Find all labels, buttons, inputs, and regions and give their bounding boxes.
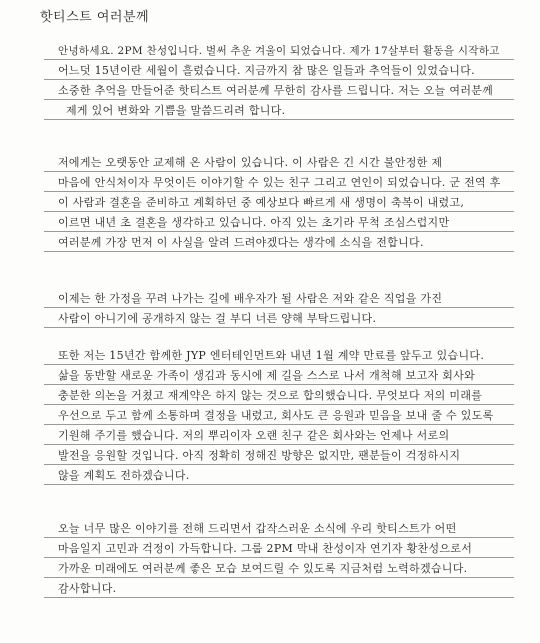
letter-line: 제게 있어 변화와 기쁨을 말씀드리려 합니다. (44, 100, 514, 120)
letter-line: 소중한 추억을 만들어준 핫티스트 여러분께 무한히 감사를 드립니다. 저는 오늘 여러분께 (44, 80, 514, 100)
letter-line: 저에게는 오랫동안 교제해 온 사람이 있습니다. 이 사람은 긴 시간 불안정한 제 (44, 152, 514, 172)
letter-line: 어느덧 15년이란 세월이 흘렀습니다. 지금까지 참 많은 일들과 추억들이 있었습니다. (44, 60, 514, 80)
letter-line: 안녕하세요. 2PM 찬성입니다. 벌써 추운 겨울이 되었습니다. 제가 17살부터 활동을 시작하고 (44, 40, 514, 60)
letter-line: 삶을 동반할 새로운 가족이 생김과 동시에 제 길을 스스로 나서 개척해 보고자 회사와 (44, 365, 514, 385)
letter-line: 이르면 내년 초 결혼을 생각하고 있습니다. 아직 있는 초기라 무척 조심스럽지만 (44, 212, 514, 232)
letter-paragraph-5 (44, 518, 514, 598)
letter-paragraph-1 (44, 40, 514, 120)
letter-line: 이 사람과 결혼을 준비하고 계획하던 중 예상보다 빠르게 새 생명이 축복이 내렸고, (44, 192, 514, 212)
letter-line: 가까운 미래에도 여러분께 좋은 모습 보여드릴 수 있도록 지금처럼 노력하겠습니다. (44, 558, 514, 578)
letter-line: 또한 저는 15년간 함께한 JYP 엔터테인먼트와 내년 1월 계약 만료를 앞두고 있습니다. (44, 345, 514, 365)
letter-line: 우선으로 두고 함께 소통하며 결정을 내렸고, 회사도 큰 응원과 믿음을 보내 줄 수 있도록 (44, 405, 514, 425)
letter-paragraph-2 (44, 152, 514, 252)
letter-line: 오늘 너무 많은 이야기를 전해 드리면서 갑작스러운 소식에 우리 핫티스트가 어떤 (44, 518, 514, 538)
letter-line: 감사합니다. (44, 578, 514, 598)
letter-paragraph-3 (44, 288, 514, 328)
letter-line: 마음에 안식처이자 무엇이든 이야기할 수 있는 친구 그리고 연인이 되었습니다. 군 전역 후 (44, 172, 514, 192)
letter-line: 충분한 의논을 거쳤고 재계약은 하지 않는 것으로 합의했습니다. 무엇보다 저의 미래를 (44, 385, 514, 405)
letter-line: 마음일지 고민과 걱정이 가득합니다. 그룹 2PM 막내 찬성이자 연기자 황찬성으로서 (44, 538, 514, 558)
letter-paragraph-4 (44, 345, 514, 485)
letter-greeting: 핫티스트 여러분께 (40, 10, 150, 25)
letter-line: 사람이 아니기에 공개하지 않는 걸 부디 너른 양해 부탁드립니다. (44, 308, 514, 328)
letter-line: 발전을 응원할 것입니다. 아직 정확히 정해진 방향은 없지만, 팬분들이 걱정하시지 (44, 445, 514, 465)
letter-line: 여러분께 가장 먼저 이 사실을 알려 드려야겠다는 생각에 소식을 전합니다. (44, 232, 514, 252)
letter-line: 이제는 한 가정을 꾸려 나가는 길에 배우자가 될 사람은 저와 같은 직업을 가진 (44, 288, 514, 308)
letter-line: 않을 계획도 전하겠습니다. (44, 465, 514, 485)
letter-line: 기원해 주기를 했습니다. 저의 뿌리이자 오랜 친구 같은 회사와는 언제나 서로의 (44, 425, 514, 445)
